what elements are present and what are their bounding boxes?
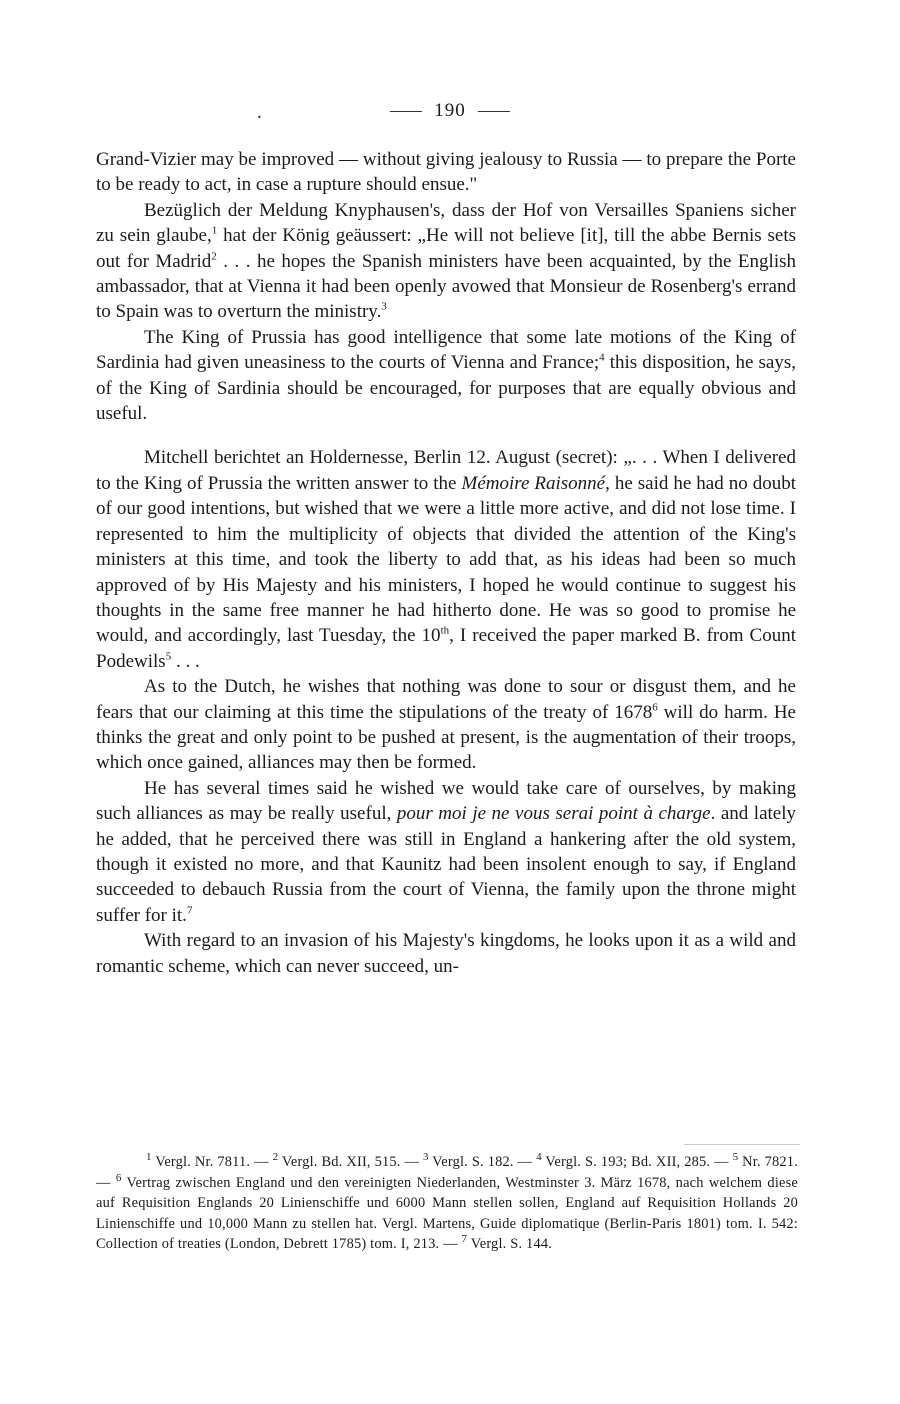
paragraph-text: Bezüglich der Meldung Knyphausen's, dass der Hof von Versailles Spaniens sicher zu sein glaube, <box>96 199 796 247</box>
footnote-ref: 6 <box>652 701 658 714</box>
footnote-text: Vergl. S. 193; Bd. XII, 285. — <box>541 1154 733 1170</box>
footnote-text: Vergl. S. 144. <box>467 1236 553 1253</box>
body-text <box>96 147 796 979</box>
footnote-text: Vergl. Nr. 7811. — <box>151 1154 273 1170</box>
paragraph-text: He has several times said he wished we would take care of ourselves, by making such alliances as may be really useful, <box>96 777 796 825</box>
paragraph-text: . and lately he added, that he perceived there was still in England a hankering after the old system, though it existed no more, and that Kaunitz had been insolent enough to say, if England succeeded to debauch Russia from the court of Vienna, the family upon the throne might suffer for it. <box>96 803 796 926</box>
paragraph <box>96 198 796 325</box>
ordinal-suffix: th <box>440 624 450 637</box>
footnote-block <box>96 1152 798 1255</box>
paragraph-text: Mitchell berichtet an Holdernesse, Berlin 12. August (secret): „. . . When I delivered to the King of Prussia the written answer to the <box>96 447 796 494</box>
italic-title: Mémoire Raisonné <box>461 472 606 494</box>
paragraph-text: , I received the paper marked B. from Count Podewils <box>96 625 796 672</box>
paragraph-text: will do harm. He thinks the great and only point to be pushed at present, is the augmentation of their troops, which once gained, alliances may then be formed. <box>96 701 796 774</box>
paragraph-text: . . . he hopes the Spanish ministers have been acquainted, by the English ambassador, that at Vienna it had been openly avowed that Monsieur de Rosenberg's errand to Spain was to overturn the ministry. <box>96 250 796 323</box>
footnote-text: Vertrag zwischen England und den vereinigten Niederlanden, Westminster 3. März 1678, nach welchem diese auf Requisition Englands 20 Linienschiffe und 6000 Mann stellen sollen, England auf Requisition Hollands 20 Linienschiffe und 10,000 Mann zu stellen hat. Vergl. Martens, Guide diplomatique (Berlin-Paris 1801) tom. I. 542: Collection of treaties (London, Debrett 1785) tom. I, 213. — <box>96 1174 798 1253</box>
footnote-rule <box>684 1144 800 1145</box>
footnote-number: 2 <box>272 1151 279 1164</box>
header-dash-left <box>390 111 422 112</box>
paragraph-text: Grand-Vizier may be improved — without giving jealousy to Russia — to prepare the Porte to be ready to act, in case a rupture should ensue." <box>96 149 796 196</box>
paragraph-text: With regard to an invasion of his Majesty's kingdoms, he looks upon it as a wild and romantic scheme, which can never succeed, un- <box>96 930 796 977</box>
header-dash-right <box>478 111 510 112</box>
footnote-ref: 1 <box>211 224 218 237</box>
footnote-ref: 4 <box>599 351 605 364</box>
footnote-text: Vergl. Bd. XII, 515. — <box>278 1154 423 1170</box>
footnote-ref: 5 <box>165 650 172 663</box>
paragraph <box>96 445 796 674</box>
footnote-number: 1 <box>146 1151 152 1164</box>
page-number: 190 <box>434 100 466 121</box>
paragraph-text: As to the Dutch, he wishes that nothing was done to sour or disgust them, and he fears that our claiming at this time the stipulations of the treaty of 1678 <box>96 676 796 723</box>
footnote-ref: 7 <box>186 904 193 917</box>
footnote-number: 7 <box>461 1233 468 1246</box>
italic-quote: pour moi je ne vous serai point à charge <box>396 803 711 825</box>
paragraph-text: hat der König geäussert: „He will not believe [it], till the abbe Bernis sets out for Madrid <box>96 225 796 272</box>
paragraph <box>96 674 796 776</box>
header-dot: . <box>257 102 263 123</box>
paragraph-text: . . . <box>171 650 200 672</box>
footnote-ref: 3 <box>381 301 387 314</box>
footnote-number: 6 <box>115 1171 122 1184</box>
footnote-number: 3 <box>422 1151 429 1164</box>
paragraph <box>96 776 796 928</box>
paragraph <box>96 928 796 979</box>
footnote-ref: 2 <box>211 250 217 263</box>
footnotes <box>96 1152 798 1255</box>
paragraph-text: The King of Prussia has good intelligence that some late motions of the King of Sardinia had given uneasiness to the courts of Vienna and France; <box>96 326 796 374</box>
paragraph-text: , he said he had no doubt of our good intentions, but wished that we were a little more active, and did not lose time. I represented to him the multiplicity of objects that divided the attention of the King's ministers at this time, and took the liberty to add that, as his ideas had been so much approved of by His Majesty and his ministers, I hoped he would continue to suggest his thoughts in the same free manner he had hitherto done. He was so good to promise he would, and accordingly, last Tuesday, the 10 <box>96 472 796 647</box>
footnote-number: 5 <box>732 1151 739 1164</box>
footnote-text: Nr. 7821. — <box>96 1154 799 1191</box>
paragraph-text: this disposition, he says, of the King of Sardinia should be encouraged, for purposes that are equally obvious and useful. <box>96 352 796 425</box>
paragraph <box>96 147 796 198</box>
page-header <box>0 100 900 122</box>
footnote-number: 4 <box>536 1151 542 1164</box>
paragraph <box>96 325 796 427</box>
footnote-text: Vergl. S. 182. — <box>428 1154 537 1170</box>
